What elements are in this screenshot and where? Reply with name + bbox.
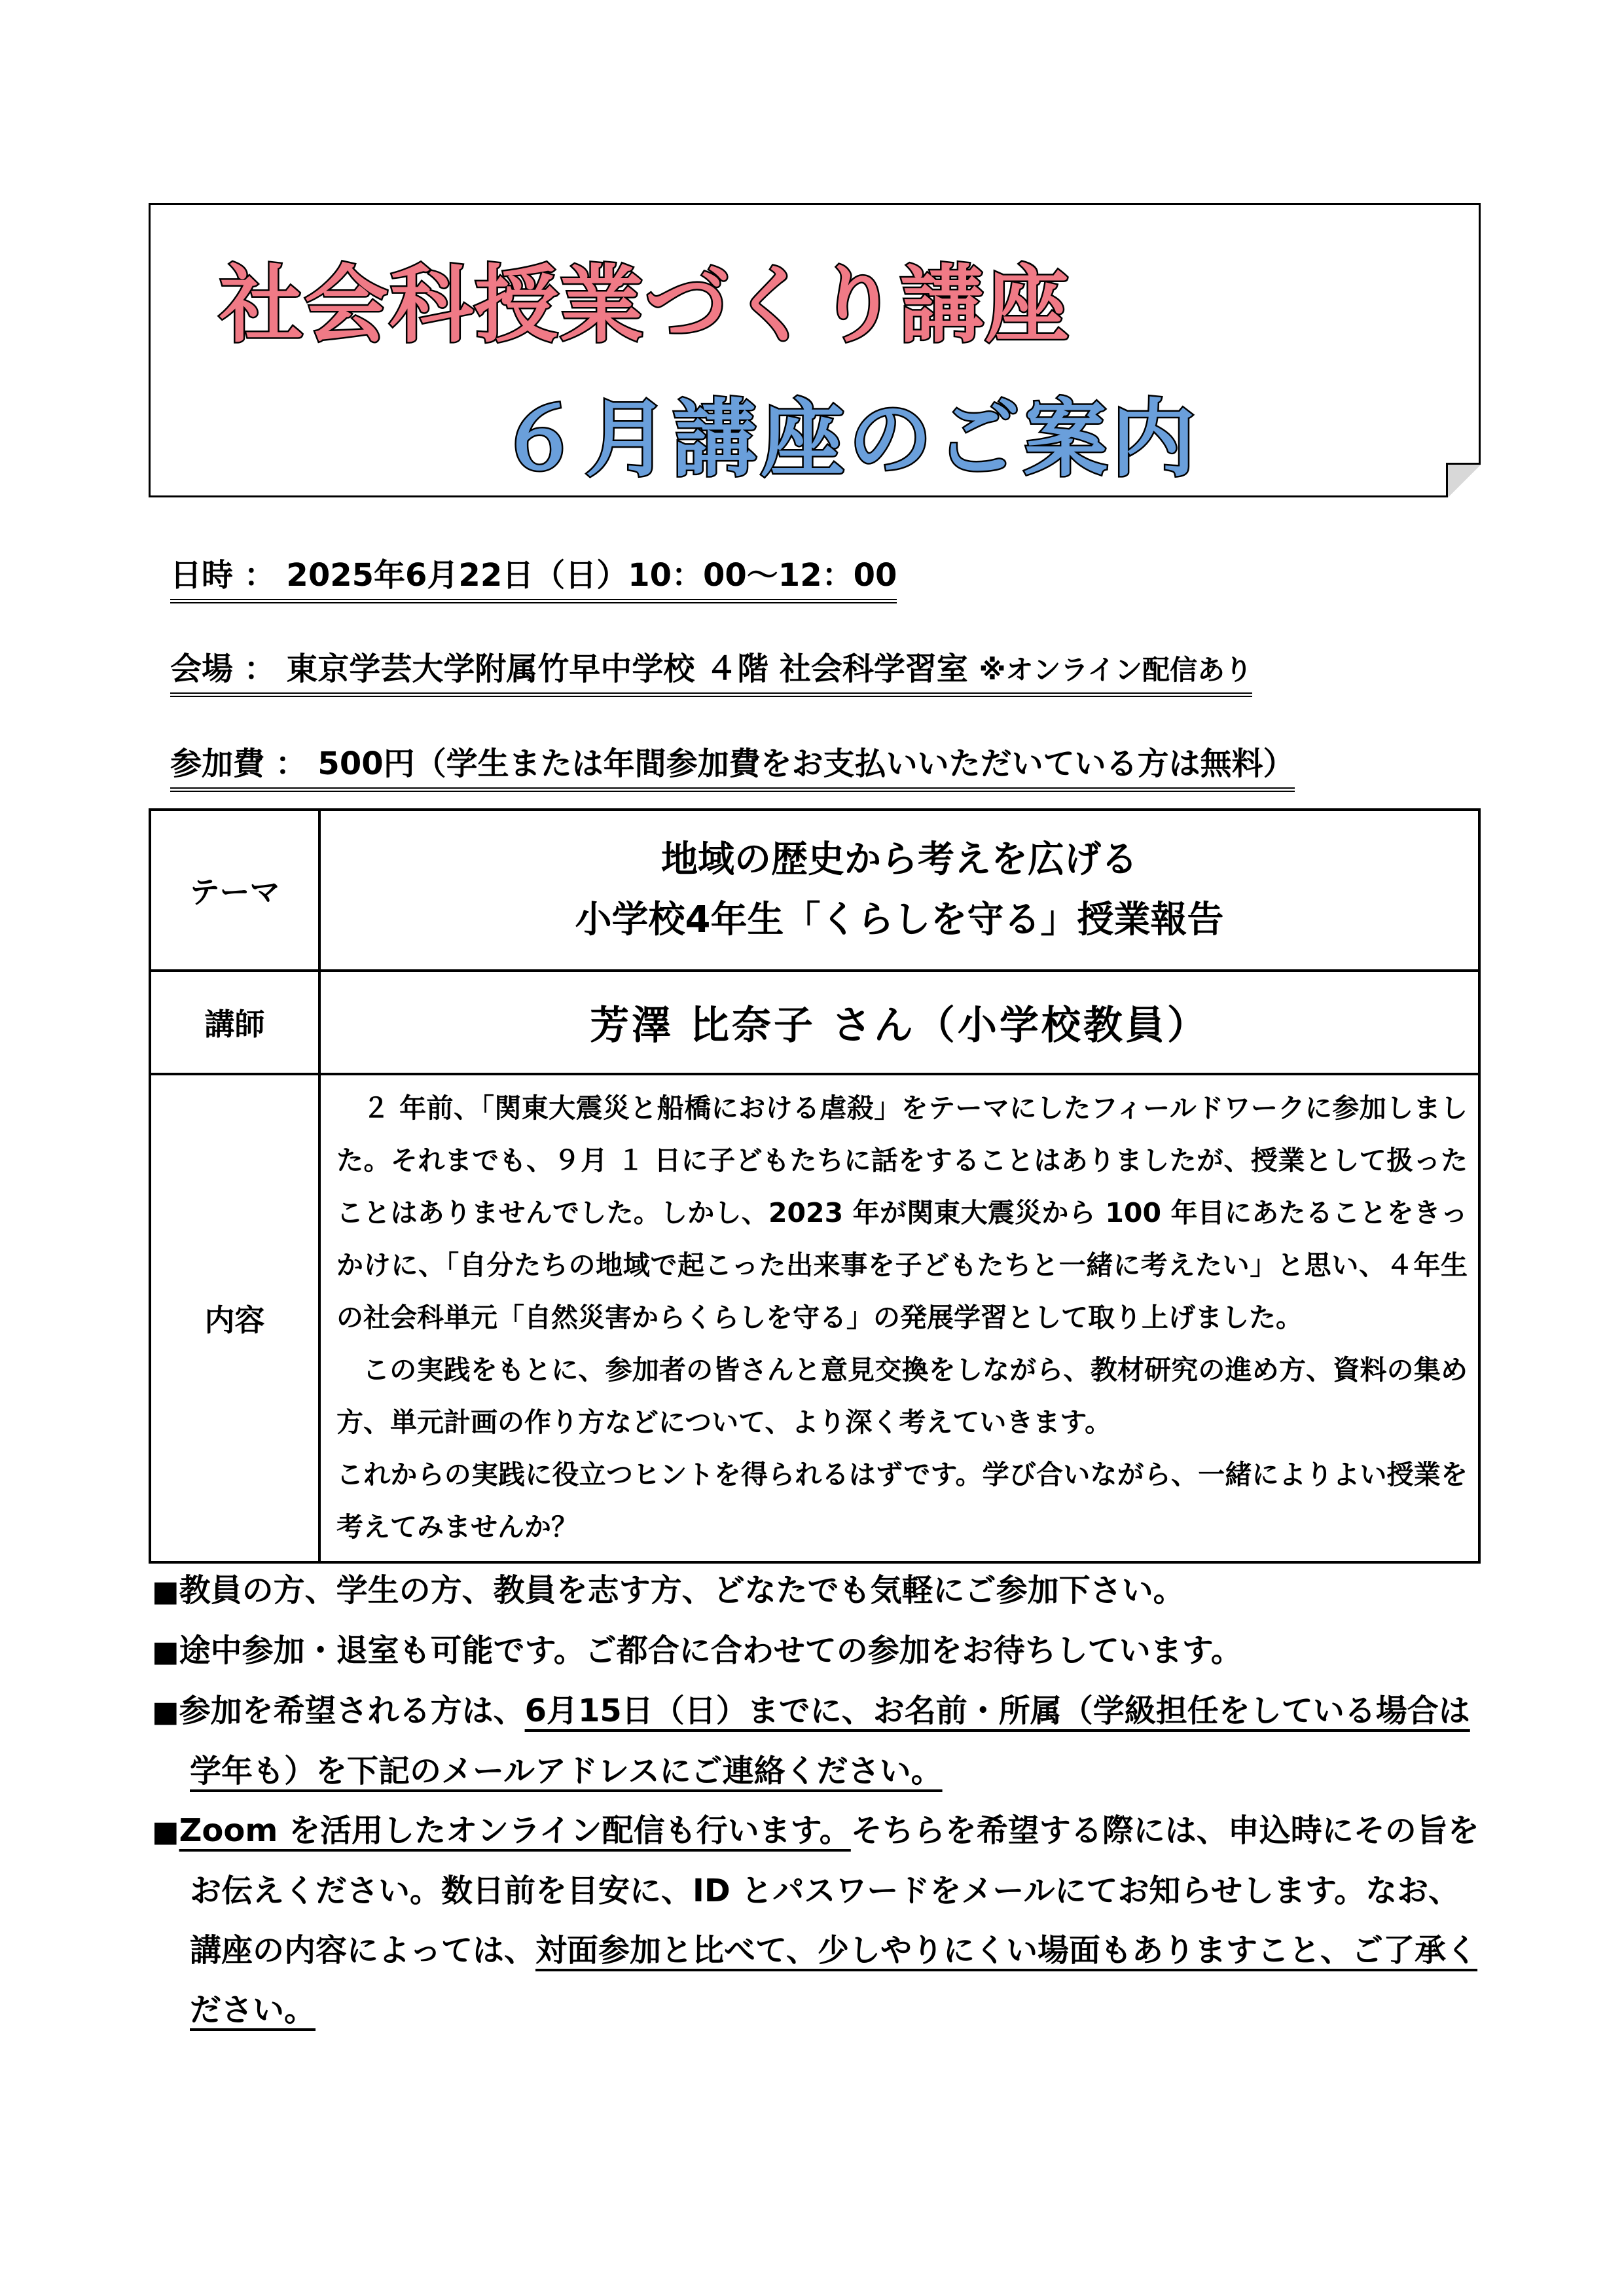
- fee-line: 参加費 ： 500円（学生または年間参加費をお支払いいただいている方は無料）: [170, 738, 1295, 792]
- content-cell: [319, 1074, 1479, 1562]
- theme-label: テーマ: [150, 810, 319, 971]
- datetime-line: 日時 ： 2025年6月22日（日）10：00～12：00: [170, 550, 897, 603]
- theme-line2: 小学校4年生「くらしを守る」授業報告: [575, 899, 1224, 941]
- note-text-4b: そちらを希望する際には、申込時にその旨をお伝えください。数日前を目安に、ID とパスワードをメールにてお知らせします。なお、講座の内容によっては、: [190, 1812, 1479, 1969]
- content-label: 内容: [150, 1074, 319, 1562]
- theme-cell: [319, 810, 1479, 971]
- venue-text: 会場 ： 東京学芸大学附属竹早中学校 ４階 社会科学習室: [170, 651, 968, 687]
- note-text-4a: Zoom を活用したオンライン配信も行います。: [179, 1812, 851, 1849]
- theme-line1: 地域の歴史から考えを広げる: [661, 838, 1138, 881]
- bullet-square-icon: ■: [152, 1815, 179, 1848]
- banner-title-line1: 社会科授業づくり講座: [219, 257, 1071, 354]
- bullet-square-icon: ■: [152, 1575, 179, 1608]
- note-text-3a: 参加を希望される方は、: [179, 1693, 525, 1729]
- title-banner: [149, 203, 1481, 497]
- bullet-square-icon: ■: [152, 1635, 179, 1668]
- venue-online-note: ※オンライン配信あり: [979, 654, 1253, 686]
- venue-line: [170, 643, 1252, 697]
- lecturer-row: [150, 971, 1479, 1074]
- note-item-3: [152, 1681, 1481, 1801]
- content-paragraph-3: これからの実践に役立つヒントを得られるはずです。学び合いながら、一緒によりよい授業を考えてみませんか？: [336, 1459, 1468, 1543]
- note-text-1: 教員の方、学生の方、教員を志す方、どなたでも気軽にご参加下さい。: [179, 1572, 1185, 1609]
- content-paragraph-2: この実践をもとに、参加者の皆さんと意見交換をしながら、教材研究の進め方、資料の集め方、単元計画の作り方などについて、より深く考えていきます。: [336, 1354, 1468, 1438]
- content-paragraph-1: ２ 年前、「関東大震災と船橋における虐殺」をテーマにしたフィールドワークに参加しました。それまでも、９月 １ 日に子どもたちに話をすることはありましたが、授業として扱ったことはありませんでした。しかし、2023 年が関東大震災から 100 年目にあたることをきっかけに、「自分たちの地域で起こった出来事を子どもたちと一緒に考えたい」と思い、４年生の社会科単元「自然災害からくらしを守る」の発展学習として取り上げました。: [336, 1092, 1468, 1333]
- banner-title-line2: ６月講座のご案内: [497, 391, 1200, 488]
- lecturer-name: 芳澤 比奈子 さん（小学校教員）: [319, 971, 1479, 1074]
- note-text-3b: 6月15日（日）までに、お名前・所属（学級担任をしている場合は学年も）を下記のメールアドレスにご連絡ください。: [190, 1693, 1470, 1789]
- bullet-square-icon: ■: [152, 1695, 179, 1729]
- lecturer-label: 講師: [150, 971, 319, 1074]
- notes-list: [152, 1561, 1481, 2040]
- note-text-2: 途中参加・退室も可能です。ご都合に合わせての参加をお待ちしています。: [179, 1632, 1242, 1669]
- theme-row: [150, 810, 1479, 971]
- note-item-2: [152, 1621, 1481, 1681]
- page-curl-decoration: [1446, 463, 1481, 497]
- note-item-1: [152, 1561, 1481, 1621]
- details-table: [149, 808, 1481, 1564]
- content-row: [150, 1074, 1479, 1562]
- note-text-4c: 対面参加と比べて、少しやりにくい場面もありますこと、ご了承ください。: [190, 1932, 1478, 2028]
- note-item-4: [152, 1801, 1481, 2040]
